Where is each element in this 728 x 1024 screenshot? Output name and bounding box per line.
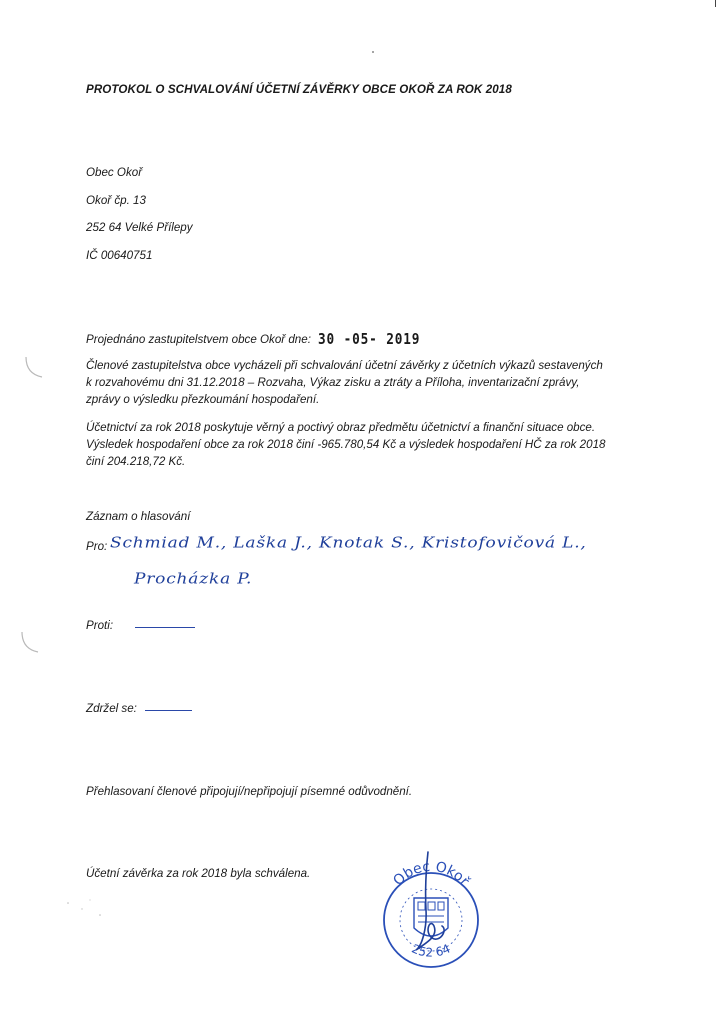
approval-label: Projednáno zastupitelstvem obce Okoř dne: xyxy=(86,333,311,346)
conclusion-text: Účetní závěrka za rok 2018 byla schválena. xyxy=(86,867,311,880)
address-city: 252 64 Velké Přílepy xyxy=(86,221,193,234)
address-name: Obec Okoř xyxy=(86,166,143,179)
vote-zdrzel-blank xyxy=(145,710,192,711)
paragraph-line: Výsledek hospodaření obce za rok 2018 činí -965.780,54 Kč a výsledek hospodaření HČ za rok 2018 xyxy=(86,438,606,451)
official-seal-stamp xyxy=(376,850,486,975)
vote-pro-label: Pro: xyxy=(86,540,108,553)
paragraph-line: k rozvahovému dni 31.12.2018 – Rozvaha, Výkaz zisku a ztráty a Příloha, inventarizační zprávy, xyxy=(86,376,580,389)
address-street: Okoř čp. 13 xyxy=(86,193,146,207)
document-title: PROTOKOL O SCHVALOVÁNÍ ÚČETNÍ ZÁVĚRKY OBCE OKOŘ ZA ROK 2018 xyxy=(86,83,512,96)
approval-line xyxy=(86,330,439,348)
address-block xyxy=(86,164,193,274)
punch-hole-mark xyxy=(18,630,42,658)
scan-specks xyxy=(60,895,120,925)
paragraph-line: Účetnictví za rok 2018 poskytuje věrný a poctivý obraz předmětu účetnictví a finanční situace obce. xyxy=(86,421,596,434)
address-ico: IČ 00640751 xyxy=(86,248,153,262)
voting-heading: Záznam o hlasování xyxy=(86,510,191,523)
punch-hole-mark xyxy=(22,355,46,383)
vote-zdrzel-label: Zdržel se: xyxy=(86,702,137,715)
vote-proti-blank xyxy=(135,627,195,628)
paragraph-result xyxy=(86,419,605,470)
svg-text:Obec Okoř: Obec Okoř xyxy=(390,858,473,890)
svg-text:252 64: 252 64 xyxy=(409,941,453,960)
approval-date-stamp: 30 -05- 2019 xyxy=(318,330,421,348)
override-note: Přehlasovaní členové připojují/nepřipojují písemné odůvodnění. xyxy=(86,785,413,798)
vote-proti-label: Proti: xyxy=(86,619,114,632)
paragraph-line: zprávy o výsledku přezkoumání hospodaření. xyxy=(86,393,320,406)
scan-edge-mark xyxy=(715,0,716,7)
vote-pro-names-line1: Schmiad M., Laška J., Knotak S., Kristofovičová L., xyxy=(110,534,587,552)
vote-pro-names-line2: Procházka P. xyxy=(134,570,253,588)
paragraph-line: činí 204.218,72 Kč. xyxy=(86,455,186,468)
paragraph-sources xyxy=(86,357,603,408)
paragraph-line: Členové zastupitelstva obce vycházeli při schvalování účetní závěrky z účetních výkazů sestavených xyxy=(86,359,603,372)
scan-dot xyxy=(372,51,374,53)
